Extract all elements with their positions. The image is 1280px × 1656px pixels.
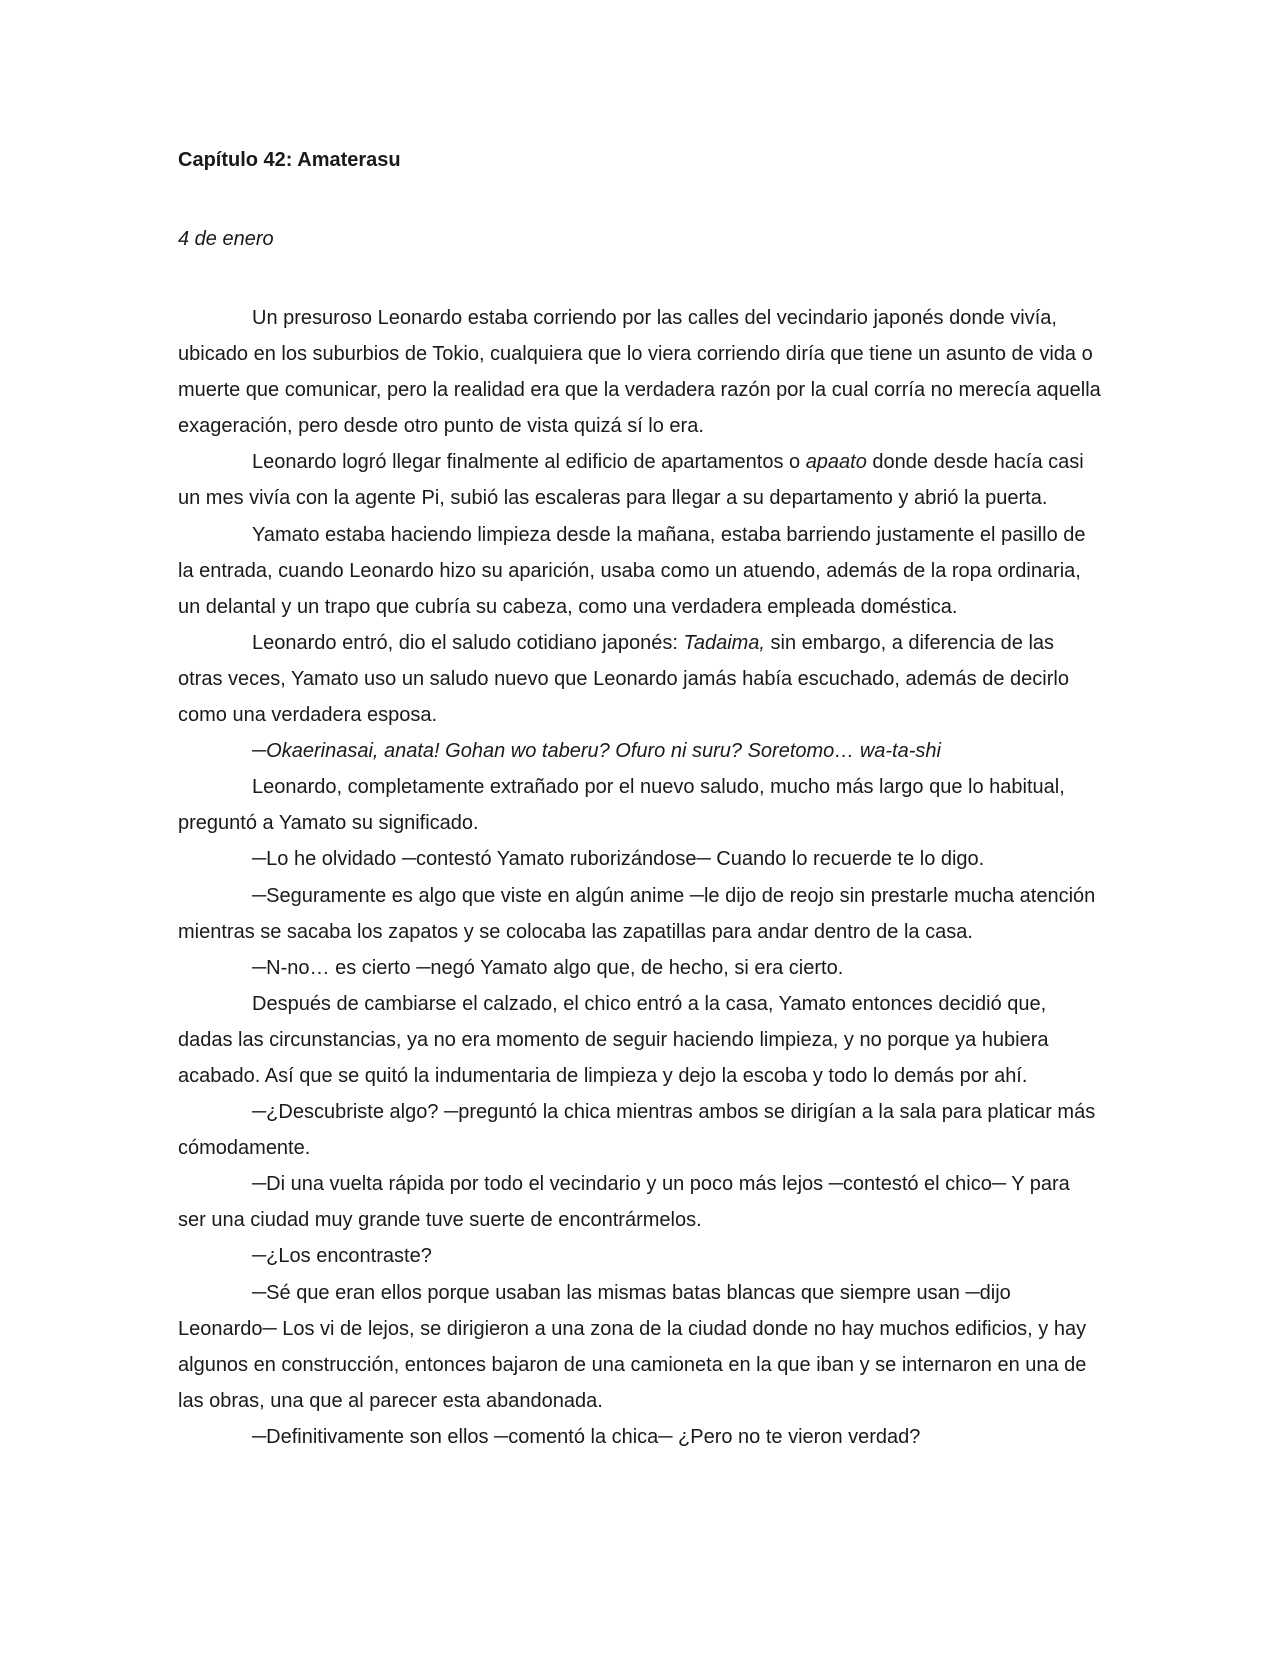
paragraph-text: ─ xyxy=(252,740,267,763)
body-paragraph xyxy=(178,444,1103,516)
body-paragraph xyxy=(178,950,1103,986)
paragraph-text: donde desde hacía casi un mes vivía con la agente Pi, subió las escaleras para llegar a su departamento y abrió la puerta. xyxy=(178,451,1084,510)
paragraph-text: ─¿Descubriste algo? ─preguntó la chica mientras ambos se dirigían a la sala para platicar más cómodamente. xyxy=(178,1101,1096,1160)
body-paragraph xyxy=(178,1419,1103,1455)
body-paragraph xyxy=(178,769,1103,841)
italic-text: apaato xyxy=(805,451,867,474)
body-paragraph xyxy=(178,1094,1103,1166)
paragraph-text: Después de cambiarse el calzado, el chico entró a la casa, Yamato entonces decidió que, dadas las circunstancias, ya no era momento de seguir haciendo limpieza, y no porque ya hubiera acabado. Así que se quitó la indumentaria de limpieza y dejo la escoba y todo lo demás por ahí. xyxy=(178,992,1049,1087)
body-paragraph xyxy=(178,1166,1103,1238)
paragraph-text: Leonardo logró llegar finalmente al edificio de apartamentos o xyxy=(252,451,806,474)
paragraph-text: ─Seguramente es algo que viste en algún anime ─le dijo de reojo sin prestarle mucha atención mientras se sacaba los zapatos y se colocaba las zapatillas para andar dentro de la casa. xyxy=(178,884,1096,943)
body-paragraph xyxy=(178,625,1103,733)
paragraph-text: ─Sé que eran ellos porque usaban las mismas batas blancas que siempre usan ─dijo Leonardo─ Los vi de lejos, se dirigieron a una zona de la ciudad donde no hay muchos edificios, y hay algunos en construcción, entonces bajaron de una camioneta en la que iban y se internaron en una de las obras, una que al parecer esta abandonada. xyxy=(178,1281,1087,1412)
paragraph-text: Un presuroso Leonardo estaba corriendo por las calles del vecindario japonés donde vivía, ubicado en los suburbios de Tokio, cualquiera que lo viera corriendo diría que tiene un asunto de vida o muerte que comunicar, pero la realidad era que la verdadera razón por la cual corría no merecía aquella exageración, pero desde otro punto de vista quizá sí lo era. xyxy=(178,307,1101,438)
body-paragraph xyxy=(178,1275,1103,1419)
paragraph-text: ─Di una vuelta rápida por todo el vecindario y un poco más lejos ─contestó el chico─ Y para ser una ciudad muy grande tuve suerte de encontrármelos. xyxy=(178,1173,1070,1232)
paragraph-text: ─¿Los encontraste? xyxy=(252,1245,432,1268)
paragraph-text: ─Definitivamente son ellos ─comentó la chica─ ¿Pero no te vieron verdad? xyxy=(252,1425,921,1448)
body-paragraph xyxy=(178,300,1103,444)
date-heading: 4 de enero xyxy=(178,228,274,250)
italic-text: Tadaima, xyxy=(683,631,765,654)
body-paragraph xyxy=(178,841,1103,877)
chapter-title: Capítulo 42: Amaterasu xyxy=(178,149,401,171)
paragraph-text: Yamato estaba haciendo limpieza desde la mañana, estaba barriendo justamente el pasillo de la entrada, cuando Leonardo hizo su aparición, usaba como un atuendo, además de la ropa ordinaria, un delantal y un trapo que cubría su cabeza, como una verdadera empleada doméstica. xyxy=(178,523,1086,618)
paragraph-text: sin embargo, a diferencia de las otras veces, Yamato uso un saludo nuevo que Leonardo jamás había escuchado, además de decirlo como una verdadera esposa. xyxy=(178,631,1069,727)
chapter-body xyxy=(178,300,1103,1455)
body-paragraph xyxy=(178,517,1103,625)
body-paragraph xyxy=(178,986,1103,1094)
body-paragraph xyxy=(178,1238,1103,1274)
italic-text: Okaerinasai, anata! Gohan wo taberu? Ofuro ni suru? Soretomo… wa-ta-shi xyxy=(266,740,941,763)
body-paragraph xyxy=(178,878,1103,950)
body-paragraph xyxy=(178,733,1103,769)
paragraph-text: ─Lo he olvidado ─contestó Yamato ruborizándose─ Cuando lo recuerde te lo digo. xyxy=(252,848,985,871)
paragraph-text: Leonardo, completamente extrañado por el nuevo saludo, mucho más largo que lo habitual, preguntó a Yamato su significado. xyxy=(178,776,1065,835)
paragraph-text: Leonardo entró, dio el saludo cotidiano japonés: xyxy=(252,631,684,654)
paragraph-text: ─N-no… es cierto ─negó Yamato algo que, de hecho, si era cierto. xyxy=(252,956,844,979)
